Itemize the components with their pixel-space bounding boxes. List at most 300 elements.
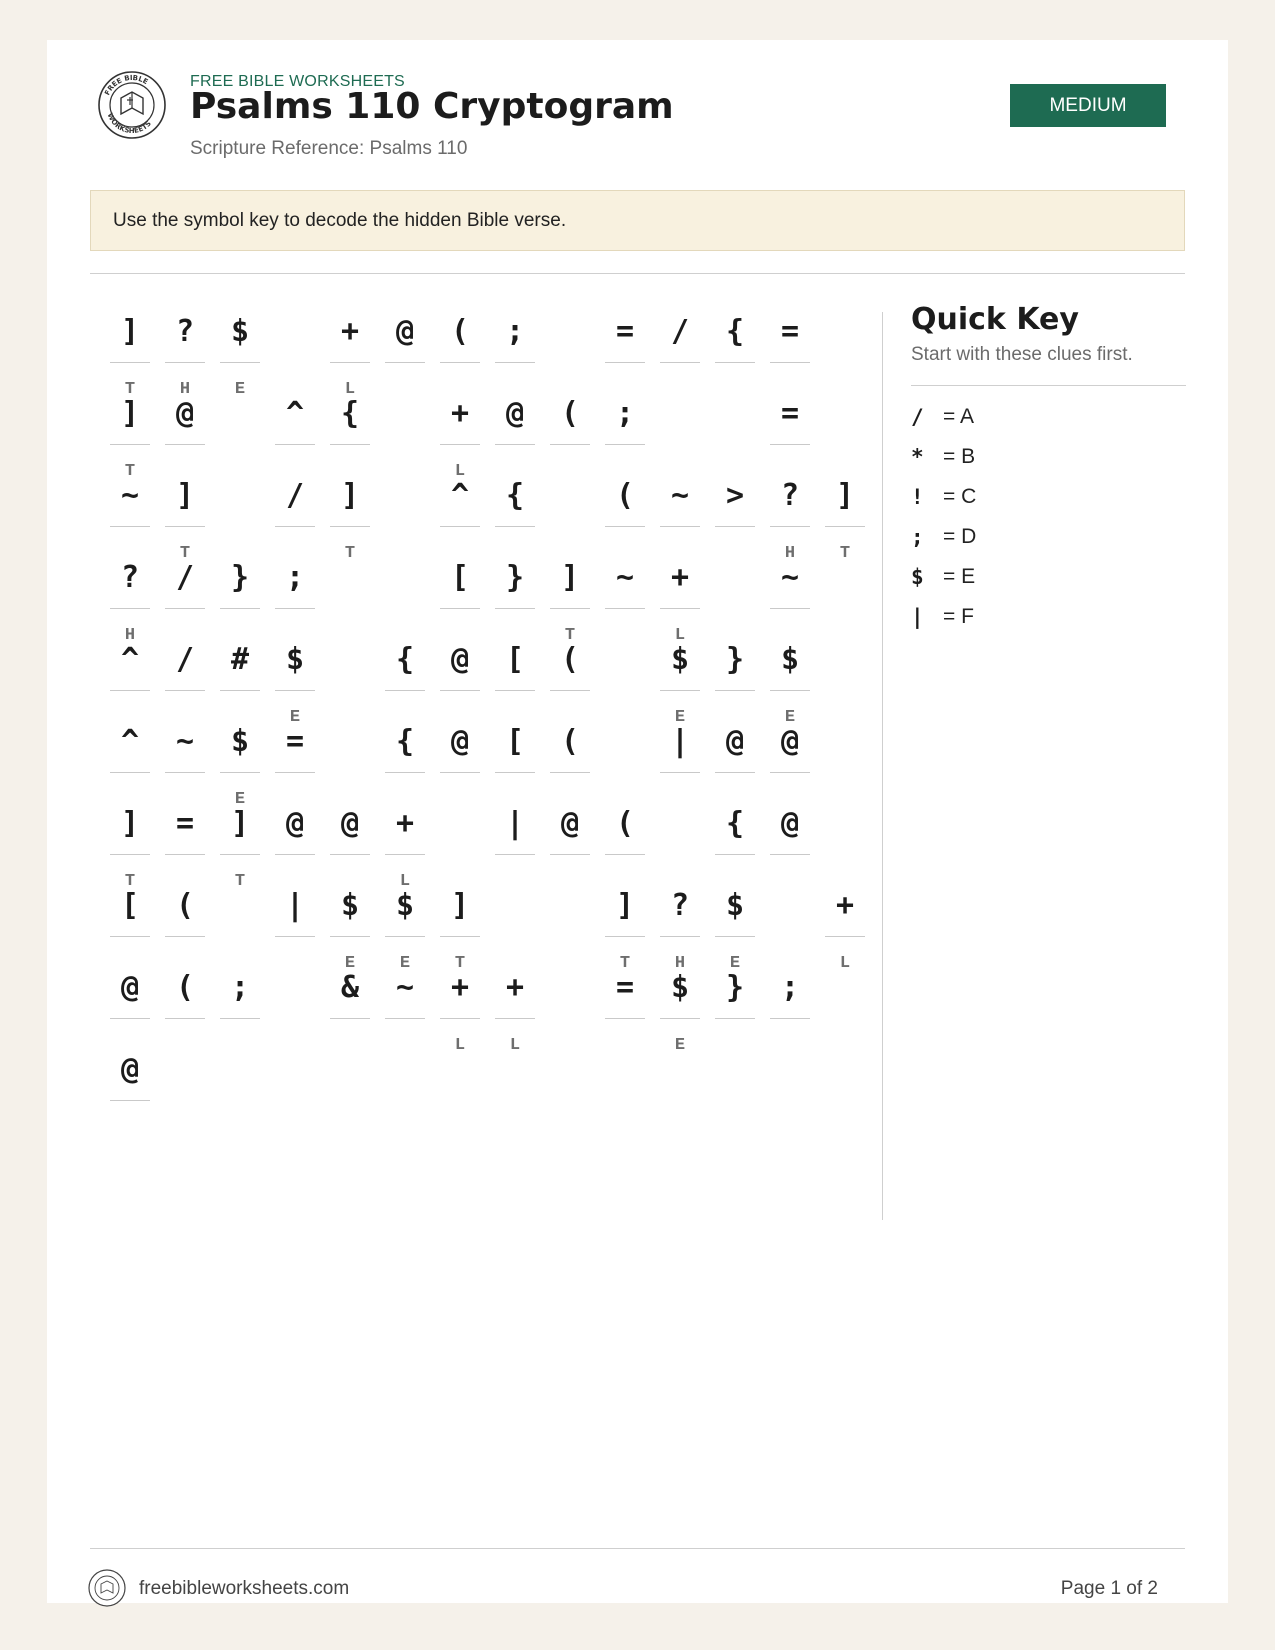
answer-line [165, 690, 205, 691]
cipher-symbol: ? [780, 477, 800, 513]
quick-key-title: Quick Key [911, 302, 1079, 337]
answer-line [715, 362, 755, 363]
answer-line [550, 772, 590, 773]
key-row [911, 402, 974, 432]
cipher-symbol: ( [560, 723, 580, 759]
cipher-symbol: } [505, 559, 525, 595]
answer-line [165, 854, 205, 855]
cipher-symbol: $ [725, 887, 745, 923]
cipher-cell [770, 306, 810, 386]
answer-line [440, 1018, 480, 1019]
cipher-cell [495, 388, 535, 468]
cipher-symbol: > [725, 477, 745, 513]
cipher-symbol: ] [615, 887, 635, 923]
answer-line [715, 1018, 755, 1019]
cipher-cell [385, 716, 425, 796]
cipher-cell [440, 880, 480, 973]
cipher-cell [715, 798, 755, 878]
page-title: Psalms 110 Cryptogram [190, 86, 674, 127]
cipher-cell [275, 552, 315, 632]
hint-letter: L [344, 380, 356, 399]
answer-line [440, 690, 480, 691]
hint-letter: E [344, 954, 356, 973]
cipher-symbol: [ [120, 887, 140, 923]
hint-letter: E [399, 954, 411, 973]
cipher-cell [220, 716, 260, 809]
cipher-symbol: ] [230, 805, 250, 841]
cipher-cell [770, 470, 810, 563]
cipher-cell [660, 306, 700, 386]
answer-line [220, 362, 260, 363]
cipher-symbol: ( [175, 969, 195, 1005]
answer-line [110, 444, 150, 445]
cipher-cell [440, 470, 480, 550]
answer-line [605, 854, 645, 855]
cipher-cell [110, 552, 150, 645]
answer-line [385, 854, 425, 855]
cipher-cell [495, 552, 535, 632]
cipher-symbol: ] [560, 559, 580, 595]
hint-letter: L [399, 872, 411, 891]
answer-line [715, 854, 755, 855]
cipher-cell [275, 716, 315, 796]
answer-line [275, 526, 315, 527]
key-value: = D [943, 525, 977, 548]
answer-line [220, 608, 260, 609]
key-row [911, 482, 976, 512]
answer-line [440, 936, 480, 937]
answer-line [165, 608, 205, 609]
hint-letter: T [124, 872, 136, 891]
cipher-symbol: } [725, 641, 745, 677]
cipher-symbol: $ [230, 723, 250, 759]
cipher-symbol: ; [285, 559, 305, 595]
answer-line [605, 526, 645, 527]
answer-line [495, 772, 535, 773]
answer-line [110, 608, 150, 609]
cipher-symbol: @ [725, 723, 745, 759]
cipher-symbol: @ [780, 805, 800, 841]
answer-line [165, 1018, 205, 1019]
hint-letter: L [839, 954, 851, 973]
answer-line [715, 772, 755, 773]
hint-letter: E [234, 790, 246, 809]
cipher-symbol: = [615, 313, 635, 349]
logo-seal-icon [97, 70, 167, 140]
answer-line [330, 854, 370, 855]
quick-key-subtitle: Start with these clues first. [911, 344, 1133, 365]
cipher-symbol: # [230, 641, 250, 677]
answer-line [165, 772, 205, 773]
cipher-cell [330, 962, 370, 1042]
cipher-cell [330, 306, 370, 399]
cipher-symbol: ] [450, 887, 470, 923]
cipher-symbol: | [285, 887, 305, 923]
cipher-cell [660, 634, 700, 727]
hint-letter: L [674, 626, 686, 645]
header-divider [90, 273, 1185, 274]
cipher-cell [165, 306, 205, 399]
answer-line [495, 444, 535, 445]
cipher-symbol: ^ [120, 723, 140, 759]
cipher-symbol: + [835, 887, 855, 923]
cipher-symbol: ; [505, 313, 525, 349]
cipher-symbol: + [450, 395, 470, 431]
answer-line [110, 362, 150, 363]
answer-line [495, 526, 535, 527]
cipher-symbol: ^ [450, 477, 470, 513]
cipher-cell [550, 388, 590, 468]
hint-letter: H [784, 544, 796, 563]
answer-line [110, 936, 150, 937]
cipher-cell [220, 798, 260, 891]
hint-letter: T [454, 954, 466, 973]
cipher-symbol: { [725, 805, 745, 841]
cipher-cell [110, 470, 150, 550]
answer-line [550, 608, 590, 609]
answer-line [770, 1018, 810, 1019]
footer-logo-icon [87, 1568, 127, 1608]
hint-letter: E [674, 1036, 686, 1055]
cipher-symbol: ( [560, 641, 580, 677]
answer-line [495, 854, 535, 855]
answer-line [715, 936, 755, 937]
brand-label: FREE BIBLE WORKSHEETS [190, 73, 405, 90]
cipher-symbol: + [670, 559, 690, 595]
cipher-symbol: @ [120, 969, 140, 1005]
cipher-cell [495, 306, 535, 386]
cipher-symbol: ( [615, 477, 635, 513]
key-symbol: * [911, 445, 924, 469]
footer-divider [90, 1548, 1185, 1549]
cipher-cell [605, 470, 645, 550]
answer-line [385, 362, 425, 363]
key-symbol: $ [911, 565, 924, 589]
cipher-cell [165, 962, 205, 1042]
cipher-cell [330, 880, 370, 973]
answer-line [385, 772, 425, 773]
key-symbol: | [911, 605, 924, 629]
cipher-cell [550, 552, 590, 645]
hint-letter: E [234, 380, 246, 399]
cipher-cell [715, 470, 755, 550]
cipher-cell [165, 552, 205, 632]
cipher-symbol: / [670, 313, 690, 349]
page-number: Page 1 of 2 [1060, 1578, 1158, 1599]
answer-line [605, 362, 645, 363]
cipher-symbol: / [285, 477, 305, 513]
instructions-text: Use the symbol key to decode the hidden Bible verse. [113, 209, 567, 231]
cipher-cell [715, 716, 755, 796]
cipher-symbol: = [780, 313, 800, 349]
cipher-symbol: { [725, 313, 745, 349]
cipher-symbol: @ [285, 805, 305, 841]
hint-letter: T [234, 872, 246, 891]
answer-line [495, 1018, 535, 1019]
cipher-symbol: ( [615, 805, 635, 841]
cipher-symbol: $ [395, 887, 415, 923]
answer-line [770, 854, 810, 855]
cipher-symbol: $ [230, 313, 250, 349]
hint-letter: E [729, 954, 741, 973]
answer-line [110, 690, 150, 691]
cipher-cell [275, 470, 315, 550]
cipher-cell [770, 962, 810, 1042]
answer-line [385, 1018, 425, 1019]
key-row [911, 602, 974, 632]
answer-line [110, 1100, 150, 1101]
hint-letter: T [179, 544, 191, 563]
cipher-cell [660, 470, 700, 550]
cipher-cell [165, 388, 205, 468]
cipher-symbol: = [285, 723, 305, 759]
cipher-cell [605, 962, 645, 1042]
cipher-symbol: ~ [780, 559, 800, 595]
answer-line [825, 936, 865, 937]
cipher-cell [605, 306, 645, 386]
answer-line [495, 690, 535, 691]
cipher-symbol: ] [835, 477, 855, 513]
cipher-symbol: ] [120, 313, 140, 349]
cipher-cell [165, 798, 205, 878]
hint-letter: E [289, 708, 301, 727]
cipher-symbol: & [340, 969, 360, 1005]
key-symbol: / [911, 405, 924, 429]
answer-line [660, 936, 700, 937]
cipher-cell [385, 306, 425, 386]
cipher-cell [770, 798, 810, 878]
cipher-symbol: ( [560, 395, 580, 431]
answer-line [770, 608, 810, 609]
answer-line [440, 526, 480, 527]
answer-line [110, 1018, 150, 1019]
hint-letter: L [454, 462, 466, 481]
answer-line [220, 854, 260, 855]
cipher-cell [110, 388, 150, 481]
cipher-cell [165, 634, 205, 714]
cipher-cell [110, 880, 150, 960]
cipher-symbol: @ [780, 723, 800, 759]
cipher-cell [770, 634, 810, 727]
cipher-cell [660, 716, 700, 796]
answer-line [605, 936, 645, 937]
answer-line [660, 1018, 700, 1019]
cipher-cell [605, 798, 645, 878]
hint-letter: T [564, 626, 576, 645]
cipher-cell [495, 798, 535, 878]
hint-letter: T [344, 544, 356, 563]
hint-letter: L [509, 1036, 521, 1055]
cipher-cell [770, 388, 810, 468]
cipher-symbol: { [395, 641, 415, 677]
cipher-symbol: ~ [120, 477, 140, 513]
cipher-cell [440, 552, 480, 632]
cipher-cell [385, 962, 425, 1042]
key-value: = C [943, 485, 977, 508]
cipher-symbol: | [505, 805, 525, 841]
cipher-cell [385, 880, 425, 973]
cipher-cell [715, 962, 755, 1042]
cipher-symbol: + [395, 805, 415, 841]
answer-line [660, 690, 700, 691]
hint-letter: E [674, 708, 686, 727]
key-row [911, 562, 975, 592]
answer-line [275, 936, 315, 937]
answer-line [770, 526, 810, 527]
key-symbol: ; [911, 525, 924, 549]
cipher-cell [825, 470, 865, 563]
cipher-symbol: ; [780, 969, 800, 1005]
hint-letter: T [839, 544, 851, 563]
cipher-cell [660, 880, 700, 973]
answer-line [550, 854, 590, 855]
answer-line [110, 772, 150, 773]
scripture-reference: Scripture Reference: Psalms 110 [190, 138, 468, 159]
answer-line [275, 444, 315, 445]
cipher-cell [165, 470, 205, 563]
cipher-symbol: ( [450, 313, 470, 349]
cipher-cell [110, 798, 150, 891]
answer-line [550, 444, 590, 445]
answer-line [440, 608, 480, 609]
key-value: = A [943, 405, 974, 428]
answer-line [660, 526, 700, 527]
answer-line [715, 526, 755, 527]
cipher-cell [495, 470, 535, 550]
cipher-cell [275, 388, 315, 468]
cipher-cell [440, 634, 480, 714]
answer-line [275, 608, 315, 609]
cipher-cell [110, 306, 150, 399]
quick-key-divider [911, 385, 1186, 386]
cipher-cell [440, 962, 480, 1055]
cipher-cell [605, 388, 645, 468]
cipher-cell [440, 716, 480, 796]
cipher-cell [275, 798, 315, 878]
answer-line [330, 444, 370, 445]
cipher-symbol: } [230, 559, 250, 595]
answer-line [440, 444, 480, 445]
answer-line [660, 608, 700, 609]
hint-letter: E [784, 708, 796, 727]
cipher-symbol: ; [230, 969, 250, 1005]
cipher-symbol: @ [395, 313, 415, 349]
answer-line [110, 526, 150, 527]
cipher-symbol: ? [120, 559, 140, 595]
cipher-symbol: $ [340, 887, 360, 923]
hint-letter: T [124, 462, 136, 481]
answer-line [110, 854, 150, 855]
cipher-symbol: ] [120, 805, 140, 841]
cipher-symbol: $ [285, 641, 305, 677]
cipher-symbol: + [340, 313, 360, 349]
cipher-cell [770, 716, 810, 796]
cipher-symbol: ~ [395, 969, 415, 1005]
cipher-cell [220, 306, 260, 399]
hint-letter: H [179, 380, 191, 399]
answer-line [770, 772, 810, 773]
answer-line [440, 362, 480, 363]
cipher-cell [550, 634, 590, 714]
cipher-symbol: @ [175, 395, 195, 431]
cipher-symbol: @ [340, 805, 360, 841]
cipher-symbol: ] [175, 477, 195, 513]
answer-line [275, 690, 315, 691]
cipher-cell [330, 798, 370, 878]
key-symbol: ! [911, 485, 924, 509]
answer-line [385, 936, 425, 937]
answer-line [165, 444, 205, 445]
cipher-cell [715, 880, 755, 973]
cipher-cell [165, 880, 205, 960]
answer-line [770, 690, 810, 691]
cipher-cell [165, 716, 205, 796]
cipher-symbol: $ [670, 969, 690, 1005]
answer-line [605, 444, 645, 445]
cipher-symbol: { [340, 395, 360, 431]
instructions-box [90, 190, 1185, 251]
cipher-symbol: + [450, 969, 470, 1005]
cipher-symbol: [ [450, 559, 470, 595]
answer-line [825, 526, 865, 527]
key-value: = F [943, 605, 974, 628]
cipher-cell [110, 962, 150, 1042]
cipher-cell [715, 634, 755, 714]
cipher-symbol: = [780, 395, 800, 431]
answer-line [330, 362, 370, 363]
cipher-cell [275, 880, 315, 960]
key-row [911, 522, 976, 552]
cipher-cell [660, 552, 700, 645]
cipher-symbol: + [505, 969, 525, 1005]
answer-line [660, 362, 700, 363]
cipher-symbol: ^ [285, 395, 305, 431]
cipher-symbol: @ [505, 395, 525, 431]
cipher-cell [385, 798, 425, 891]
hint-letter: H [674, 954, 686, 973]
cipher-symbol: ] [340, 477, 360, 513]
answer-line [605, 608, 645, 609]
answer-line [770, 362, 810, 363]
cipher-symbol: ? [670, 887, 690, 923]
cipher-symbol: @ [560, 805, 580, 841]
cipher-cell [770, 552, 810, 632]
hint-letter: T [619, 954, 631, 973]
cipher-symbol: [ [505, 723, 525, 759]
cipher-cell [550, 798, 590, 878]
cipher-symbol: { [395, 723, 415, 759]
hint-letter: T [124, 380, 136, 399]
cipher-cell [220, 962, 260, 1042]
answer-line [770, 444, 810, 445]
answer-line [220, 1018, 260, 1019]
key-row [911, 442, 975, 472]
cipher-symbol: ] [120, 395, 140, 431]
answer-line [495, 608, 535, 609]
cipher-cell [495, 634, 535, 714]
cipher-symbol: ~ [670, 477, 690, 513]
cipher-cell [220, 634, 260, 714]
cipher-symbol: ~ [175, 723, 195, 759]
footer-site: freebibleworksheets.com [139, 1578, 350, 1599]
cipher-symbol: ? [175, 313, 195, 349]
answer-line [275, 854, 315, 855]
cipher-symbol: @ [120, 1051, 140, 1087]
cipher-cell [110, 1044, 150, 1124]
cipher-symbol: @ [450, 641, 470, 677]
answer-line [385, 690, 425, 691]
answer-line [715, 690, 755, 691]
